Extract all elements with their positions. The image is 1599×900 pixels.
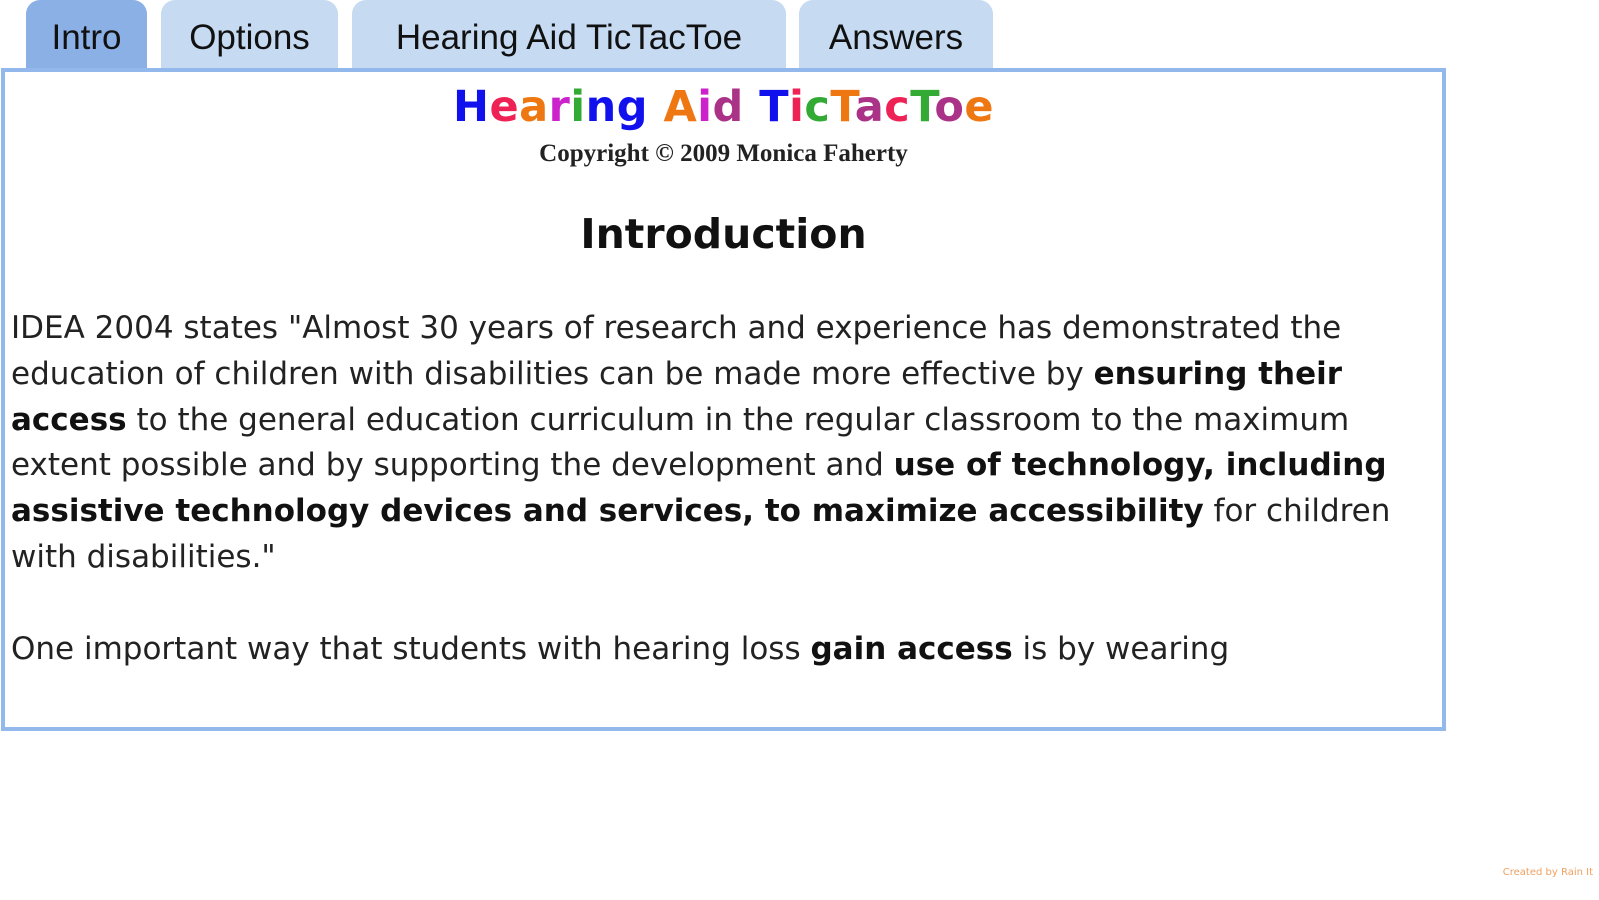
title-letter: A: [663, 82, 698, 132]
credit-text: Created by Rain It: [1502, 867, 1593, 878]
title-letter: d: [712, 82, 744, 132]
title-letter: r: [548, 82, 571, 132]
title-letter: n: [585, 82, 617, 132]
emphasis-text: use of technology, including assistive technology devices and services, to maximize accessibility: [11, 447, 1387, 530]
title-letter: [744, 82, 759, 132]
page-title: [5, 82, 1442, 132]
title-letter: c: [884, 82, 911, 132]
title-letter: i: [789, 82, 805, 132]
tab-hearing-aid-tictactoe[interactable]: Hearing Aid TicTacToe: [352, 0, 786, 70]
title-letter: T: [910, 82, 935, 132]
text-run: is by wearing: [1012, 630, 1230, 667]
title-letter: a: [854, 82, 885, 132]
copyright-notice: Copyright © 2009 Monica Faherty: [539, 140, 908, 167]
tab-intro[interactable]: Intro: [26, 0, 147, 70]
text-run: One important way that students with hearing loss: [11, 630, 811, 667]
intro-paragraph: [11, 306, 1431, 581]
title-letter: H: [452, 82, 490, 132]
emphasis-text: gain access: [810, 630, 1013, 667]
title-letter: o: [934, 82, 965, 132]
emphasis-text: ensuring their access: [11, 355, 1343, 438]
title-letter: i: [697, 82, 713, 132]
text-run: to the general education curriculum in the regular classroom to the maximum extent possible and by supporting the development and: [11, 401, 1350, 484]
title-letter: g: [616, 82, 649, 132]
text-run: for children with disabilities.": [11, 493, 1391, 575]
title-letter: e: [489, 82, 520, 132]
intro-text: [11, 306, 1431, 719]
tab-bar: [0, 0, 1000, 70]
intro-paragraph: [11, 627, 1431, 673]
content-panel: [1, 68, 1446, 731]
title-letter: T: [759, 82, 790, 132]
title-letter: e: [964, 82, 995, 132]
title-letter: i: [570, 82, 586, 132]
title-letter: T: [830, 82, 855, 132]
title-letter: c: [804, 82, 831, 132]
title-letter: [648, 82, 663, 132]
section-heading: Introduction: [580, 210, 867, 258]
tab-options[interactable]: Options: [161, 0, 338, 70]
text-run: IDEA 2004 states "Almost 30 years of research and experience has demonstrated the education of children with disabilities can be made more effective by: [11, 310, 1342, 392]
tab-answers[interactable]: Answers: [799, 0, 993, 70]
title-letter: a: [519, 82, 549, 132]
